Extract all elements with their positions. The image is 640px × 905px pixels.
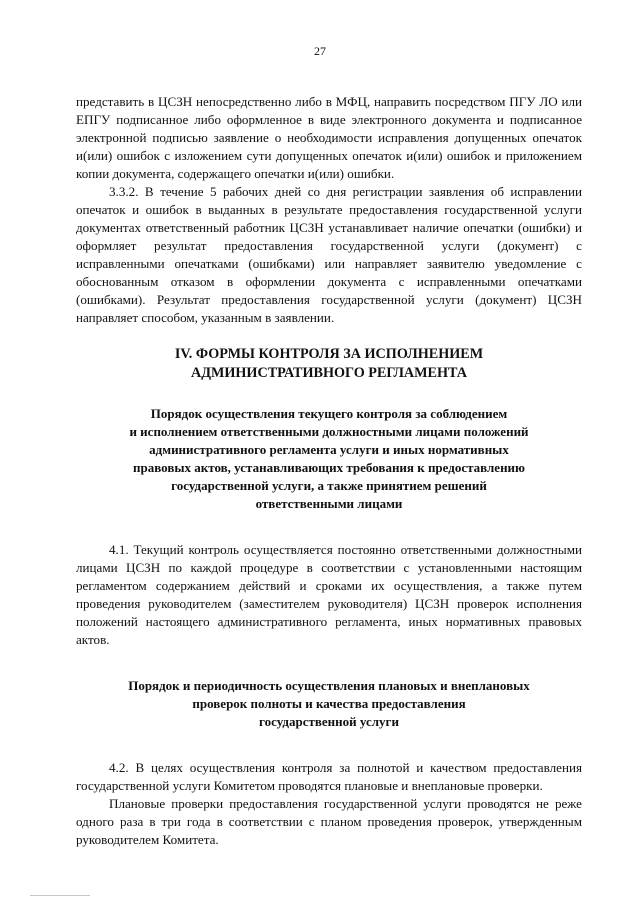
paragraph-3-3-2: 3.3.2. В течение 5 рабочих дней со дня регистрации заявления об исправлении опечаток и ошибок в выданных в результате предоставления государственной услуги документах ответственный работник ЦСЗН устанавливает наличие опечатки (ошибки) и оформляет результат предоставления государственной услуги (документ) с исправленными опечатками (ошибками) или направляет заявителю уведомление с обоснованным отказом в оформлении документа с исправленными опечатками (ошибками). Результат предоставления государственной услуги (документ) ЦСЗН направляет способом, указанным в заявлении. <box>76 184 582 325</box>
subheading-inspections <box>76 677 582 731</box>
subheading-line: государственной услуги <box>259 714 399 729</box>
subheading-line: административного регламента услуги и иных нормативных <box>149 442 509 457</box>
footer-mark <box>30 895 90 896</box>
subheading-line: ответственными лицами <box>255 496 403 511</box>
paragraph-continuation: представить в ЦСЗН непосредственно либо в МФЦ, направить посредством ПГУ ЛО или ЕПГУ подписанное либо оформленное в виде электронного документа и подписанное электронной подписью заявление о необходимости исправления допущенных опечаток и(или) ошибок с изложением сути допущенных опечаток и(или) ошибок и приложением копии документа, содержащего опечатки и(или) ошибки. <box>76 94 582 181</box>
subheading-current-control <box>76 405 582 513</box>
section-heading-line-2: АДМИНИСТРАТИВНОГО РЕГЛАМЕНТА <box>190 365 468 381</box>
subheading-line: правовых актов, устанавливающих требования к предоставлению <box>133 460 525 475</box>
paragraph-4-1: 4.1. Текущий контроль осуществляется постоянно ответственными должностными лицами ЦСЗН по каждой процедуре в соответствии с установленными настоящим регламентом содержанием действий и сроками их осуществления, а также путем проведения руководителем (заместителем руководителя) ЦСЗН проверок исполнения положений настоящего административного регламента, иных нормативных правовых актов. <box>76 542 582 647</box>
paragraph-planned-inspections: Плановые проверки предоставления государственной услуги проводятся не реже одного раза в три года в соответствии с планом проведения проверок, утвержденным руководителем Комитета. <box>76 796 582 847</box>
subheading-line: государственной услуги, а также принятием решений <box>171 478 487 493</box>
page-content <box>76 93 582 849</box>
paragraph-4-2: 4.2. В целях осуществления контроля за полнотой и качеством предоставления государственной услуги Комитетом проводятся плановые и внеплановые проверки. <box>76 760 582 793</box>
subheading-line: Порядок и периодичность осуществления плановых и внеплановых <box>128 678 530 693</box>
page-number: 27 <box>314 44 326 58</box>
subheading-line: и исполнением ответственными должностными лицами положений <box>129 424 529 439</box>
section-heading <box>76 345 582 383</box>
section-heading-line-1: IV. ФОРМЫ КОНТРОЛЯ ЗА ИСПОЛНЕНИЕМ <box>174 346 484 362</box>
subheading-line: Порядок осуществления текущего контроля за соблюдением <box>150 406 508 421</box>
subheading-line: проверок полноты и качества предоставления <box>192 696 466 711</box>
